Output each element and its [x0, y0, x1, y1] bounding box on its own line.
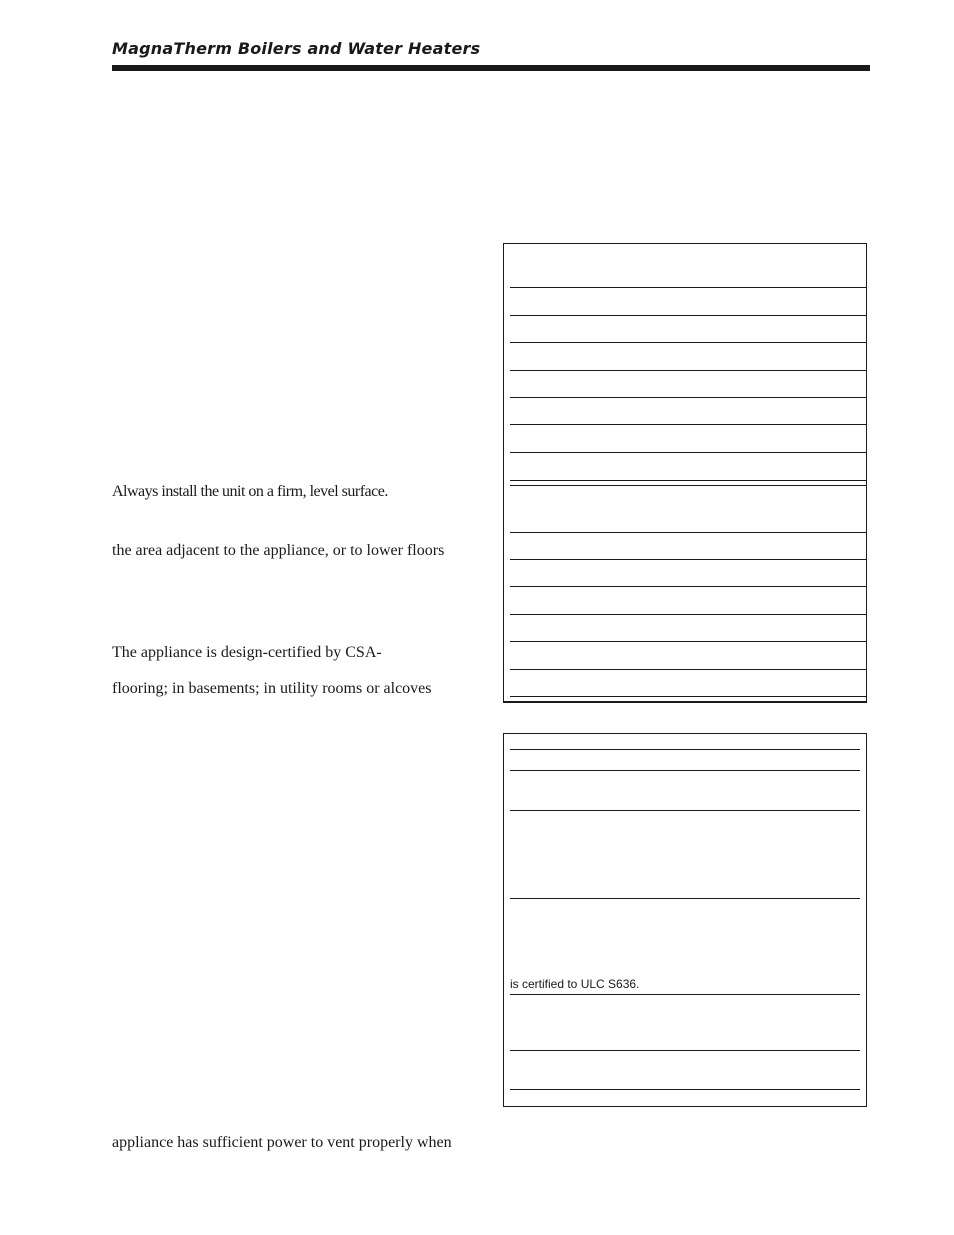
table-row-divider	[510, 614, 866, 615]
table-row-divider	[510, 424, 866, 425]
table-row-divider	[510, 287, 866, 288]
table-row-divider	[510, 1050, 860, 1051]
table-row-divider	[510, 532, 866, 533]
table-row-divider	[510, 586, 866, 587]
table-row-divider	[510, 669, 866, 670]
table-section-divider	[510, 480, 866, 481]
table-section-divider	[510, 485, 866, 486]
table-row-divider	[510, 1089, 860, 1090]
table-row-divider	[510, 315, 866, 316]
table-row-divider	[510, 370, 866, 371]
table-row-divider	[510, 452, 866, 453]
table-row-divider	[510, 342, 866, 343]
header-title: MagnaTherm Boilers and Water Heaters	[112, 39, 481, 58]
table-clearances	[503, 243, 867, 703]
table-note: is certified to ULC S636.	[510, 977, 640, 991]
table-row-divider	[510, 898, 860, 899]
body-text-line: The appliance is design-certified by CSA-	[112, 644, 382, 661]
table-row-divider	[510, 749, 860, 750]
body-text-line: Always install the unit on a firm, level surface.	[112, 483, 388, 500]
table-row-divider	[510, 810, 860, 811]
table-row-divider	[510, 696, 866, 697]
table-row-divider	[510, 770, 860, 771]
body-text-line: the area adjacent to the appliance, or to lower floors	[112, 542, 445, 559]
body-text-line: flooring; in basements; in utility rooms or alcoves	[112, 680, 432, 697]
table-row-divider	[510, 641, 866, 642]
table-row-divider	[510, 559, 866, 560]
table-row-divider	[510, 994, 860, 995]
header-rule	[112, 65, 870, 71]
table-row-divider	[510, 397, 866, 398]
body-text-line: appliance has sufficient power to vent properly when	[112, 1134, 452, 1151]
